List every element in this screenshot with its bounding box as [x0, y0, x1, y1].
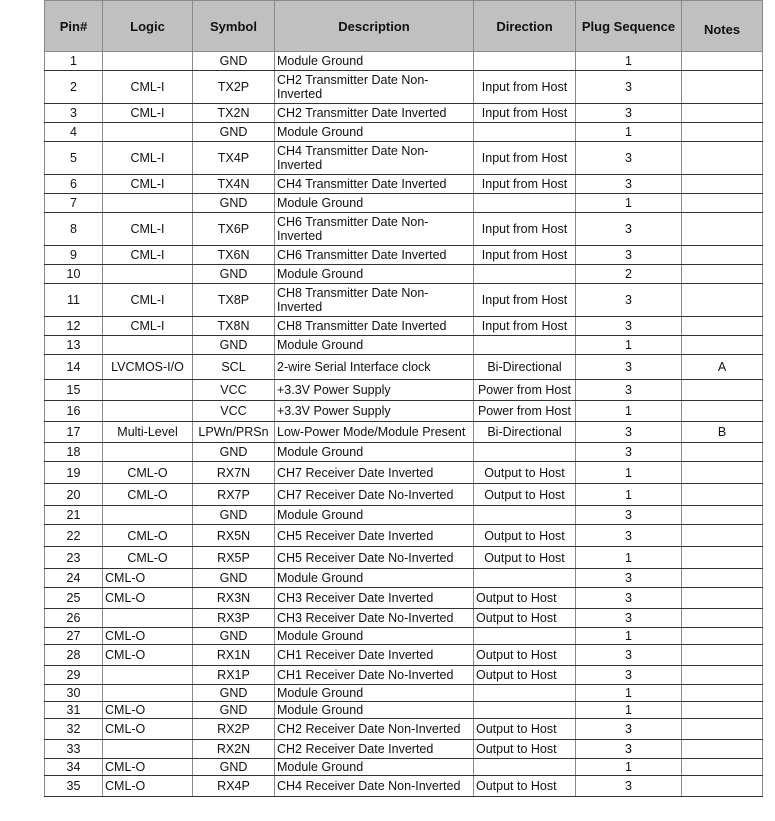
symbol-cell: RX5N [193, 525, 275, 547]
notes-cell [682, 142, 763, 175]
notes-cell [682, 265, 763, 284]
logic-cell: CML-O [103, 484, 193, 506]
plug-sequence-cell: 3 [576, 776, 682, 797]
symbol-cell: RX2N [193, 740, 275, 759]
table-row [45, 401, 763, 422]
description-cell: +3.3V Power Supply [275, 380, 474, 401]
symbol-cell: GND [193, 759, 275, 776]
symbol-cell: TX4P [193, 142, 275, 175]
notes-cell [682, 284, 763, 317]
plug-sequence-cell: 3 [576, 142, 682, 175]
pin-cell: 28 [45, 645, 103, 666]
symbol-cell: RX7N [193, 462, 275, 484]
symbol-cell: RX5P [193, 547, 275, 569]
plug-sequence-cell: 3 [576, 666, 682, 685]
table-row [45, 175, 763, 194]
description-cell: 2-wire Serial Interface clock [275, 355, 474, 380]
table-row [45, 484, 763, 506]
symbol-cell: GND [193, 685, 275, 702]
table-row [45, 719, 763, 740]
symbol-cell: GND [193, 52, 275, 71]
plug-sequence-cell: 3 [576, 175, 682, 194]
pin-cell: 30 [45, 685, 103, 702]
table-row [45, 52, 763, 71]
description-cell: Module Ground [275, 194, 474, 213]
plug-sequence-cell: 1 [576, 194, 682, 213]
direction-cell: Output to Host [474, 645, 576, 666]
symbol-cell: RX2P [193, 719, 275, 740]
table-row [45, 317, 763, 336]
description-cell: CH2 Transmitter Date Inverted [275, 104, 474, 123]
plug-sequence-cell: 3 [576, 71, 682, 104]
symbol-cell: TX4N [193, 175, 275, 194]
pin-cell: 16 [45, 401, 103, 422]
direction-cell [474, 759, 576, 776]
description-cell: CH1 Receiver Date No-Inverted [275, 666, 474, 685]
table-row [45, 104, 763, 123]
notes-cell [682, 194, 763, 213]
logic-cell [103, 506, 193, 525]
logic-cell: CML-I [103, 317, 193, 336]
table-row [45, 284, 763, 317]
table-row [45, 506, 763, 525]
table-row [45, 702, 763, 719]
pin-cell: 11 [45, 284, 103, 317]
notes-cell [682, 776, 763, 797]
logic-cell: CML-I [103, 104, 193, 123]
plug-sequence-cell: 3 [576, 740, 682, 759]
logic-cell [103, 740, 193, 759]
logic-cell [103, 265, 193, 284]
table-row [45, 71, 763, 104]
pin-cell: 21 [45, 506, 103, 525]
pin-cell: 33 [45, 740, 103, 759]
description-cell: Module Ground [275, 265, 474, 284]
header-plug-sequence: Plug Sequence [576, 1, 682, 52]
description-cell: Low-Power Mode/Module Present [275, 422, 474, 443]
direction-cell: Input from Host [474, 175, 576, 194]
table-row [45, 666, 763, 685]
notes-cell [682, 71, 763, 104]
notes-cell [682, 740, 763, 759]
direction-cell: Input from Host [474, 317, 576, 336]
direction-cell [474, 628, 576, 645]
symbol-cell: LPWn/PRSn [193, 422, 275, 443]
direction-cell [474, 443, 576, 462]
direction-cell: Input from Host [474, 142, 576, 175]
plug-sequence-cell: 3 [576, 104, 682, 123]
description-cell: Module Ground [275, 443, 474, 462]
direction-cell: Input from Host [474, 71, 576, 104]
description-cell: +3.3V Power Supply [275, 401, 474, 422]
pin-cell: 35 [45, 776, 103, 797]
description-cell: Module Ground [275, 759, 474, 776]
table-row [45, 569, 763, 588]
pin-cell: 2 [45, 71, 103, 104]
plug-sequence-cell: 3 [576, 380, 682, 401]
description-cell: CH7 Receiver Date Inverted [275, 462, 474, 484]
description-cell: CH2 Receiver Date Non-Inverted [275, 719, 474, 740]
description-cell: Module Ground [275, 506, 474, 525]
logic-cell: CML-O [103, 776, 193, 797]
pin-cell: 25 [45, 588, 103, 609]
logic-cell: CML-O [103, 462, 193, 484]
table-row [45, 776, 763, 797]
notes-cell: B [682, 422, 763, 443]
notes-cell [682, 609, 763, 628]
plug-sequence-cell: 1 [576, 759, 682, 776]
notes-cell [682, 506, 763, 525]
direction-cell: Output to Host [474, 776, 576, 797]
description-cell: Module Ground [275, 628, 474, 645]
plug-sequence-cell: 1 [576, 401, 682, 422]
logic-cell [103, 380, 193, 401]
direction-cell [474, 506, 576, 525]
pin-cell: 1 [45, 52, 103, 71]
plug-sequence-cell: 1 [576, 628, 682, 645]
table-row [45, 685, 763, 702]
direction-cell: Input from Host [474, 246, 576, 265]
symbol-cell: RX3P [193, 609, 275, 628]
symbol-cell: GND [193, 336, 275, 355]
notes-cell [682, 759, 763, 776]
plug-sequence-cell: 3 [576, 317, 682, 336]
notes-cell [682, 547, 763, 569]
pin-cell: 31 [45, 702, 103, 719]
symbol-cell: SCL [193, 355, 275, 380]
logic-cell: CML-O [103, 569, 193, 588]
notes-cell [682, 336, 763, 355]
pin-cell: 6 [45, 175, 103, 194]
logic-cell: CML-I [103, 142, 193, 175]
direction-cell: Output to Host [474, 740, 576, 759]
notes-cell [682, 569, 763, 588]
pin-cell: 32 [45, 719, 103, 740]
table-row [45, 740, 763, 759]
table-row [45, 547, 763, 569]
pin-cell: 13 [45, 336, 103, 355]
table-row [45, 588, 763, 609]
plug-sequence-cell: 3 [576, 609, 682, 628]
notes-cell [682, 401, 763, 422]
notes-cell [682, 380, 763, 401]
notes-cell [682, 484, 763, 506]
plug-sequence-cell: 1 [576, 123, 682, 142]
pin-cell: 8 [45, 213, 103, 246]
symbol-cell: TX8P [193, 284, 275, 317]
plug-sequence-cell: 1 [576, 52, 682, 71]
plug-sequence-cell: 1 [576, 484, 682, 506]
pin-cell: 26 [45, 609, 103, 628]
table-row [45, 462, 763, 484]
pin-cell: 27 [45, 628, 103, 645]
description-cell: CH8 Transmitter Date Non-Inverted [275, 284, 474, 317]
symbol-cell: TX2P [193, 71, 275, 104]
notes-cell [682, 246, 763, 265]
plug-sequence-cell: 3 [576, 525, 682, 547]
header-logic: Logic [103, 1, 193, 52]
notes-cell: A [682, 355, 763, 380]
description-cell: CH4 Transmitter Date Inverted [275, 175, 474, 194]
plug-sequence-cell: 1 [576, 336, 682, 355]
logic-cell: CML-O [103, 719, 193, 740]
notes-cell [682, 104, 763, 123]
direction-cell [474, 569, 576, 588]
table-row [45, 355, 763, 380]
pin-cell: 19 [45, 462, 103, 484]
symbol-cell: GND [193, 194, 275, 213]
pin-cell: 29 [45, 666, 103, 685]
logic-cell [103, 52, 193, 71]
logic-cell: CML-O [103, 759, 193, 776]
symbol-cell: GND [193, 628, 275, 645]
symbol-cell: TX6N [193, 246, 275, 265]
header-pin: Pin# [45, 1, 103, 52]
description-cell: CH1 Receiver Date Inverted [275, 645, 474, 666]
logic-cell: CML-O [103, 525, 193, 547]
notes-cell [682, 123, 763, 142]
plug-sequence-cell: 3 [576, 645, 682, 666]
logic-cell [103, 194, 193, 213]
description-cell: CH6 Transmitter Date Non-Inverted [275, 213, 474, 246]
plug-sequence-cell: 3 [576, 355, 682, 380]
description-cell: CH5 Receiver Date No-Inverted [275, 547, 474, 569]
notes-cell [682, 702, 763, 719]
pin-cell: 15 [45, 380, 103, 401]
symbol-cell: RX1N [193, 645, 275, 666]
logic-cell: LVCMOS-I/O [103, 355, 193, 380]
symbol-cell: VCC [193, 401, 275, 422]
pin-cell: 7 [45, 194, 103, 213]
description-cell: CH2 Receiver Date Inverted [275, 740, 474, 759]
symbol-cell: TX8N [193, 317, 275, 336]
notes-cell [682, 588, 763, 609]
description-cell: Module Ground [275, 123, 474, 142]
pin-cell: 9 [45, 246, 103, 265]
table-row [45, 609, 763, 628]
plug-sequence-cell: 1 [576, 462, 682, 484]
plug-sequence-cell: 3 [576, 588, 682, 609]
logic-cell [103, 401, 193, 422]
description-cell: CH2 Transmitter Date Non-Inverted [275, 71, 474, 104]
notes-cell [682, 645, 763, 666]
description-cell: CH8 Transmitter Date Inverted [275, 317, 474, 336]
symbol-cell: GND [193, 123, 275, 142]
direction-cell: Power from Host [474, 380, 576, 401]
table-row [45, 123, 763, 142]
direction-cell: Input from Host [474, 213, 576, 246]
plug-sequence-cell: 3 [576, 422, 682, 443]
notes-cell [682, 525, 763, 547]
logic-cell: CML-O [103, 645, 193, 666]
pin-cell: 5 [45, 142, 103, 175]
direction-cell: Output to Host [474, 719, 576, 740]
symbol-cell: GND [193, 443, 275, 462]
plug-sequence-cell: 1 [576, 685, 682, 702]
logic-cell: CML-O [103, 547, 193, 569]
table-row [45, 422, 763, 443]
notes-cell [682, 52, 763, 71]
table-row [45, 759, 763, 776]
direction-cell [474, 685, 576, 702]
description-cell: CH3 Receiver Date Inverted [275, 588, 474, 609]
pin-cell: 3 [45, 104, 103, 123]
pin-cell: 22 [45, 525, 103, 547]
notes-cell [682, 213, 763, 246]
description-cell: CH3 Receiver Date No-Inverted [275, 609, 474, 628]
header-symbol: Symbol [193, 1, 275, 52]
pin-assignment-table [44, 0, 763, 797]
direction-cell: Bi-Directional [474, 422, 576, 443]
header-row [45, 1, 763, 52]
table-row [45, 525, 763, 547]
description-cell: CH5 Receiver Date Inverted [275, 525, 474, 547]
direction-cell [474, 123, 576, 142]
plug-sequence-cell: 3 [576, 719, 682, 740]
direction-cell: Input from Host [474, 104, 576, 123]
logic-cell [103, 123, 193, 142]
symbol-cell: GND [193, 702, 275, 719]
table-row [45, 645, 763, 666]
plug-sequence-cell: 3 [576, 213, 682, 246]
logic-cell [103, 685, 193, 702]
direction-cell [474, 336, 576, 355]
notes-cell [682, 462, 763, 484]
logic-cell [103, 666, 193, 685]
logic-cell: CML-I [103, 246, 193, 265]
direction-cell: Output to Host [474, 525, 576, 547]
logic-cell [103, 609, 193, 628]
direction-cell: Output to Host [474, 462, 576, 484]
pin-cell: 24 [45, 569, 103, 588]
direction-cell [474, 52, 576, 71]
pin-cell: 17 [45, 422, 103, 443]
description-cell: Module Ground [275, 336, 474, 355]
logic-cell: Multi-Level [103, 422, 193, 443]
table-row [45, 443, 763, 462]
direction-cell [474, 265, 576, 284]
logic-cell: CML-O [103, 702, 193, 719]
notes-cell [682, 685, 763, 702]
logic-cell: CML-O [103, 588, 193, 609]
plug-sequence-cell: 1 [576, 547, 682, 569]
table-row [45, 142, 763, 175]
table-row [45, 628, 763, 645]
plug-sequence-cell: 3 [576, 284, 682, 317]
plug-sequence-cell: 2 [576, 265, 682, 284]
table-row [45, 213, 763, 246]
plug-sequence-cell: 3 [576, 443, 682, 462]
table-row [45, 336, 763, 355]
table-row [45, 265, 763, 284]
symbol-cell: GND [193, 569, 275, 588]
pin-cell: 18 [45, 443, 103, 462]
pin-cell: 23 [45, 547, 103, 569]
pin-cell: 12 [45, 317, 103, 336]
logic-cell: CML-I [103, 213, 193, 246]
notes-cell [682, 628, 763, 645]
description-cell: CH6 Transmitter Date Inverted [275, 246, 474, 265]
pin-cell: 20 [45, 484, 103, 506]
description-cell: Module Ground [275, 52, 474, 71]
direction-cell: Output to Host [474, 547, 576, 569]
notes-cell [682, 317, 763, 336]
logic-cell [103, 336, 193, 355]
table-row [45, 246, 763, 265]
direction-cell: Output to Host [474, 588, 576, 609]
direction-cell: Output to Host [474, 609, 576, 628]
plug-sequence-cell: 3 [576, 569, 682, 588]
logic-cell [103, 443, 193, 462]
header-description: Description [275, 1, 474, 52]
notes-cell [682, 175, 763, 194]
description-cell: Module Ground [275, 569, 474, 588]
symbol-cell: GND [193, 506, 275, 525]
pin-cell: 4 [45, 123, 103, 142]
pin-cell: 14 [45, 355, 103, 380]
symbol-cell: RX3N [193, 588, 275, 609]
notes-cell [682, 719, 763, 740]
description-cell: CH4 Transmitter Date Non-Inverted [275, 142, 474, 175]
logic-cell: CML-I [103, 175, 193, 194]
logic-cell: CML-I [103, 71, 193, 104]
symbol-cell: GND [193, 265, 275, 284]
header-direction: Direction [474, 1, 576, 52]
direction-cell [474, 194, 576, 213]
plug-sequence-cell: 3 [576, 506, 682, 525]
direction-cell: Bi-Directional [474, 355, 576, 380]
notes-cell [682, 443, 763, 462]
table-row [45, 194, 763, 213]
direction-cell: Output to Host [474, 666, 576, 685]
description-cell: CH7 Receiver Date No-Inverted [275, 484, 474, 506]
table-row [45, 380, 763, 401]
symbol-cell: RX7P [193, 484, 275, 506]
pin-cell: 10 [45, 265, 103, 284]
pin-cell: 34 [45, 759, 103, 776]
description-cell: Module Ground [275, 702, 474, 719]
direction-cell: Power from Host [474, 401, 576, 422]
plug-sequence-cell: 3 [576, 246, 682, 265]
symbol-cell: RX4P [193, 776, 275, 797]
symbol-cell: TX6P [193, 213, 275, 246]
direction-cell [474, 702, 576, 719]
notes-cell [682, 666, 763, 685]
symbol-cell: VCC [193, 380, 275, 401]
symbol-cell: TX2N [193, 104, 275, 123]
description-cell: CH4 Receiver Date Non-Inverted [275, 776, 474, 797]
symbol-cell: RX1P [193, 666, 275, 685]
header-notes: Notes [682, 1, 763, 52]
logic-cell: CML-O [103, 628, 193, 645]
direction-cell: Output to Host [474, 484, 576, 506]
plug-sequence-cell: 1 [576, 702, 682, 719]
logic-cell: CML-I [103, 284, 193, 317]
direction-cell: Input from Host [474, 284, 576, 317]
description-cell: Module Ground [275, 685, 474, 702]
